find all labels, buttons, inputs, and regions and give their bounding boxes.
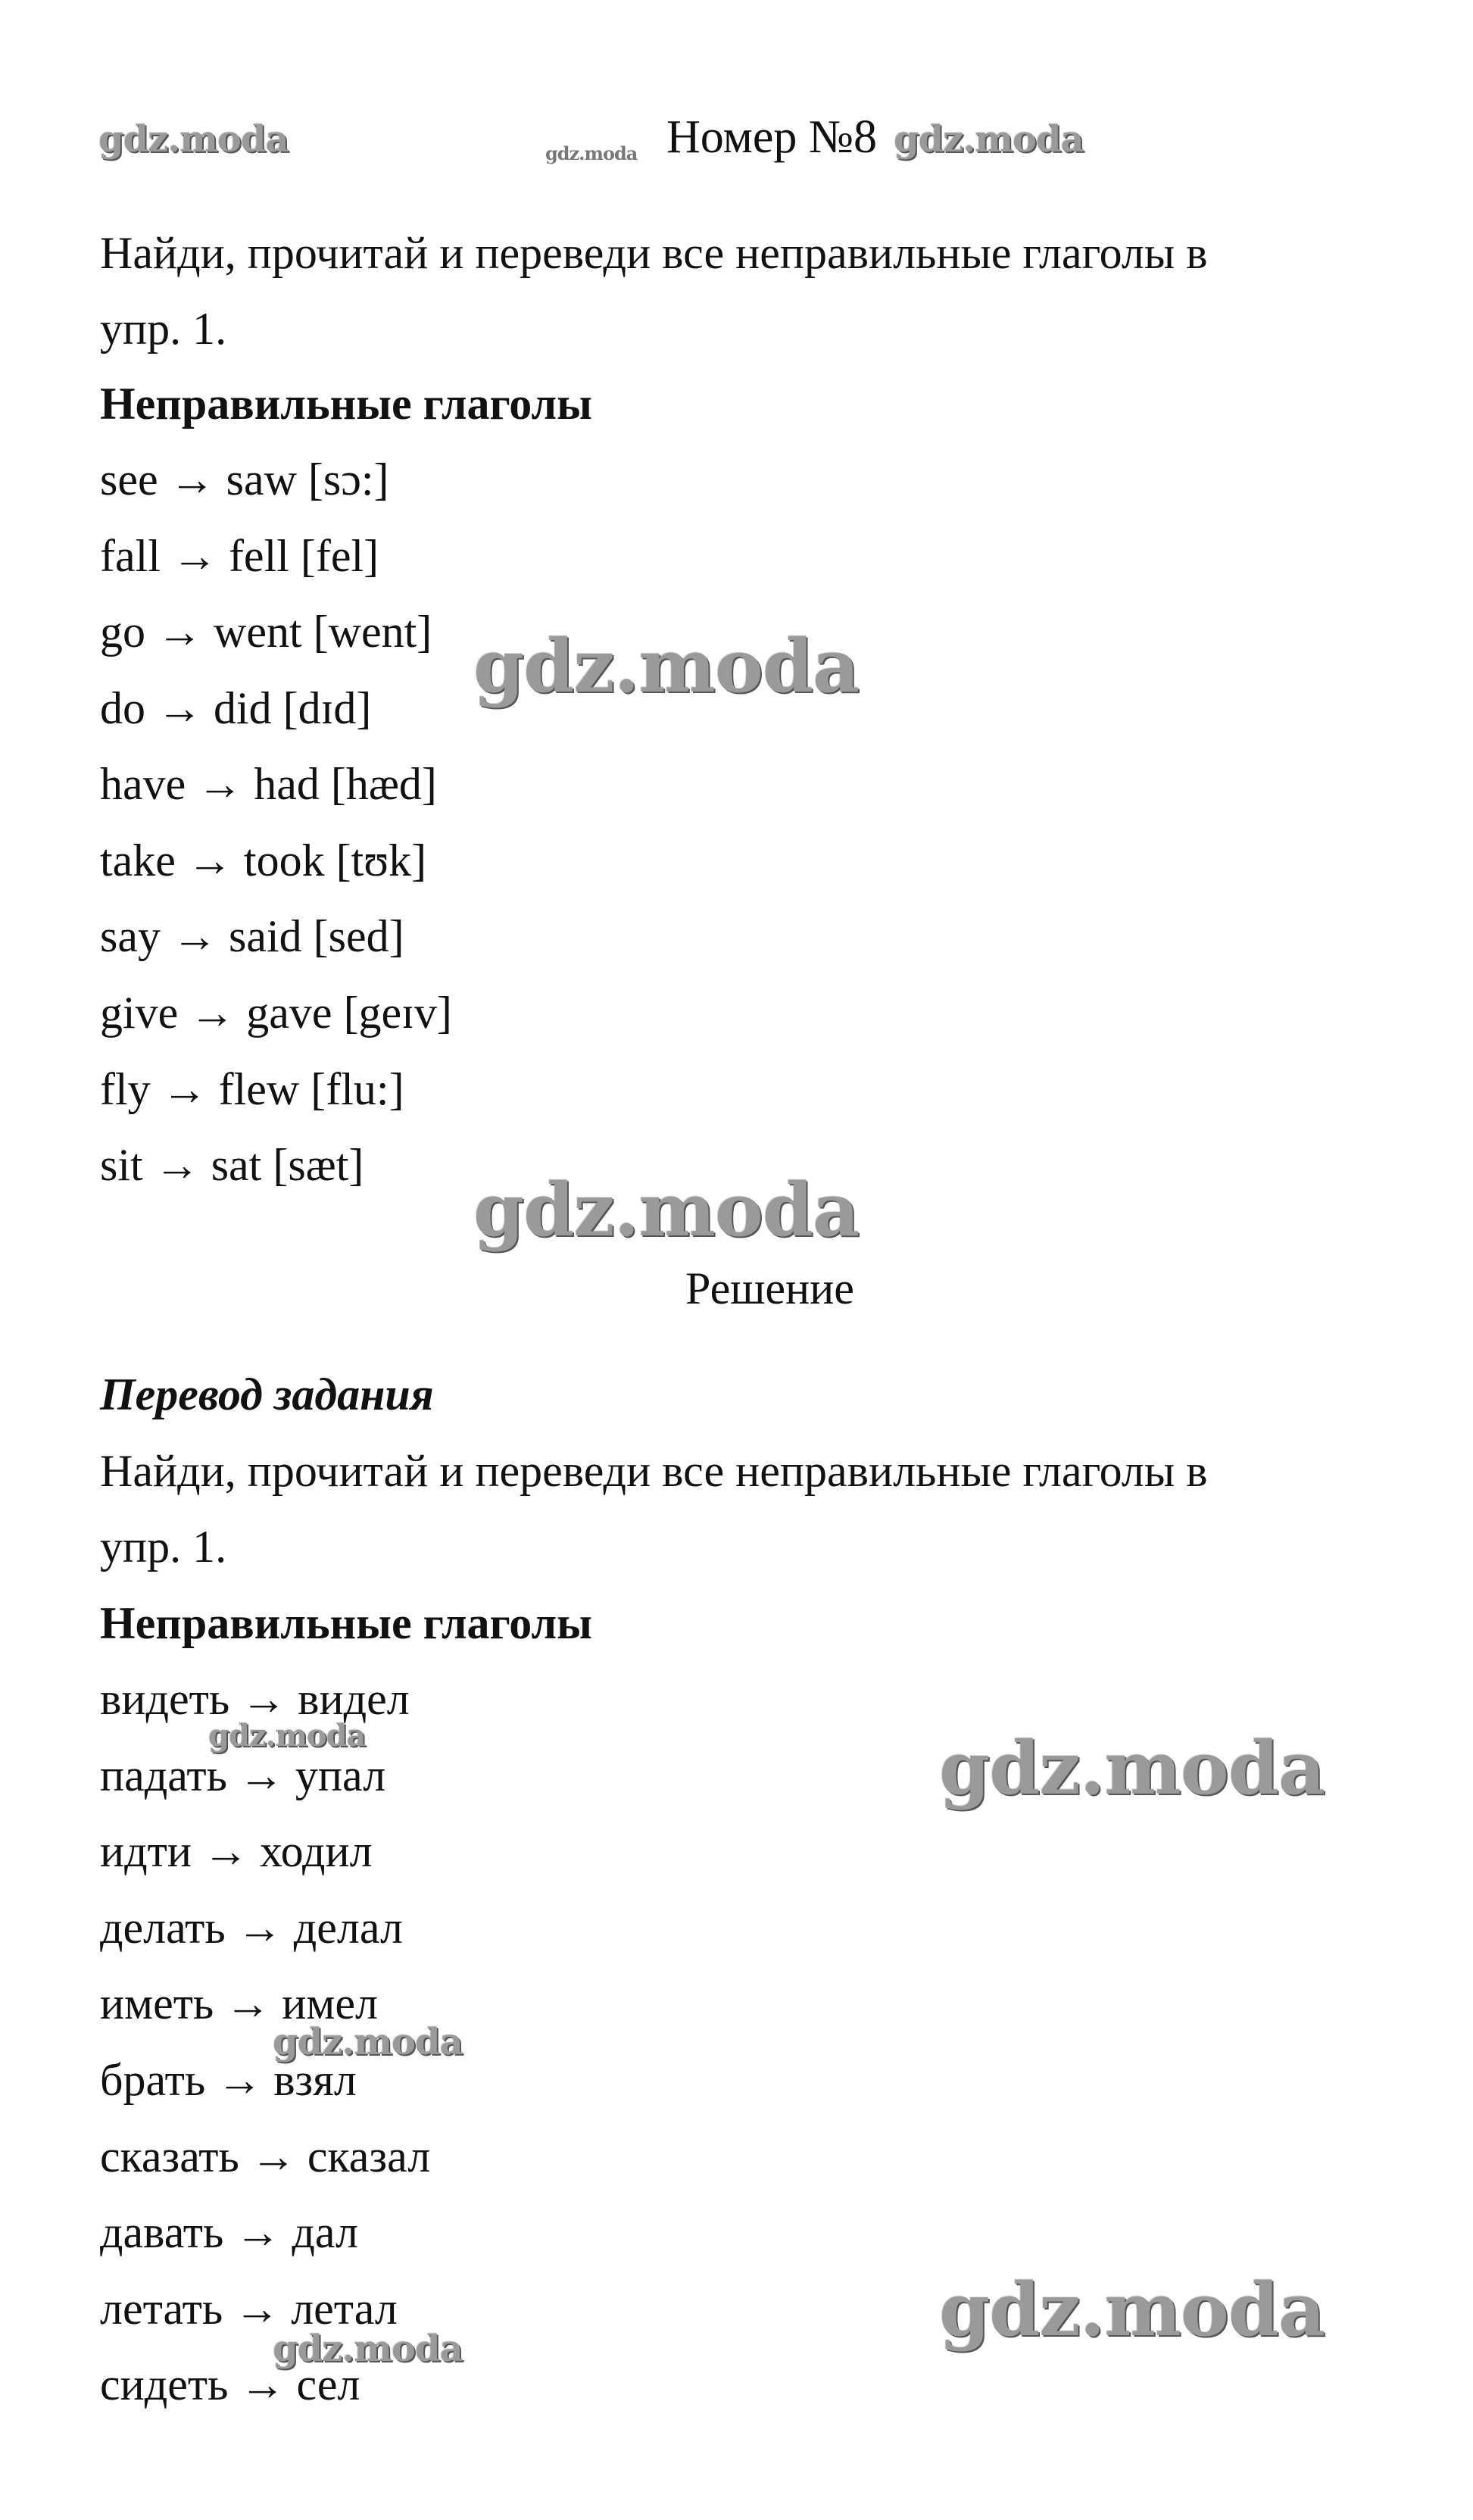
task-verb-7: give → gave [geɪv] (100, 988, 452, 1038)
watermark-header-right: gdz.moda (894, 118, 1084, 161)
solution-label: Решение (685, 1263, 854, 1313)
solution-verb-4: иметь → имел (100, 1978, 378, 2028)
solution-verb-3: делать → делал (100, 1903, 403, 1953)
task-verb-2: go → went [went] (100, 607, 432, 657)
task-verb-0: see → saw [sɔ:] (100, 454, 389, 504)
solution-verb-1: падать → упал (100, 1750, 386, 1800)
page-title-text: Номер №8 (666, 111, 878, 163)
watermark-header-left: gdz.moda (98, 118, 289, 161)
watermark-small-3: gdz.moda (273, 2328, 463, 2370)
solution-verb-6: сказать → сказал (100, 2131, 431, 2181)
task-verb-1: fall → fell [fel] (100, 531, 379, 581)
task-verb-3: do → did [dɪd] (100, 683, 372, 733)
solution-instruction-line1: Найди, прочитай и переведи все неправильные глаголы в (100, 1446, 1208, 1496)
task-instruction-line2: упр. 1. (100, 304, 227, 354)
solution-heading: Неправильные глаголы (100, 1598, 592, 1648)
task-verb-9: sit → sat [sæt] (100, 1140, 364, 1190)
task-verb-8: fly → flew [flu:] (100, 1064, 404, 1114)
solution-verb-2: идти → ходил (100, 1826, 373, 1876)
solution-verb-0: видеть → видел (100, 1674, 410, 1724)
watermark-right-1: gdz.moda (939, 1725, 1325, 1811)
watermark-header-tiny: gdz.moda (545, 142, 638, 164)
translation-heading: Перевод задания (100, 1369, 434, 1419)
page-title (666, 110, 877, 164)
solution-instruction-line2: упр. 1. (100, 1522, 227, 1572)
task-verb-6: say → said [sed] (100, 911, 404, 961)
solution-verb-5: брать → взял (100, 2055, 357, 2105)
watermark-small-1: gdz.moda (208, 1718, 366, 1753)
watermark-right-2: gdz.moda (939, 2267, 1325, 2353)
task-verb-5: take → took [tʊk] (100, 835, 427, 885)
watermark-mid-2: gdz.moda (473, 1167, 860, 1253)
watermark-small-2: gdz.moda (273, 2021, 463, 2063)
solution-verb-8: летать → летал (100, 2284, 398, 2334)
solution-verb-7: давать → дал (100, 2207, 358, 2257)
task-instruction-line1: Найди, прочитай и переведи все неправильные глаголы в (100, 228, 1208, 278)
watermark-mid-1: gdz.moda (473, 623, 860, 709)
solution-verb-9: сидеть → сел (100, 2359, 360, 2409)
task-verb-4: have → had [hæd] (100, 759, 437, 809)
task-heading: Неправильные глаголы (100, 379, 592, 429)
